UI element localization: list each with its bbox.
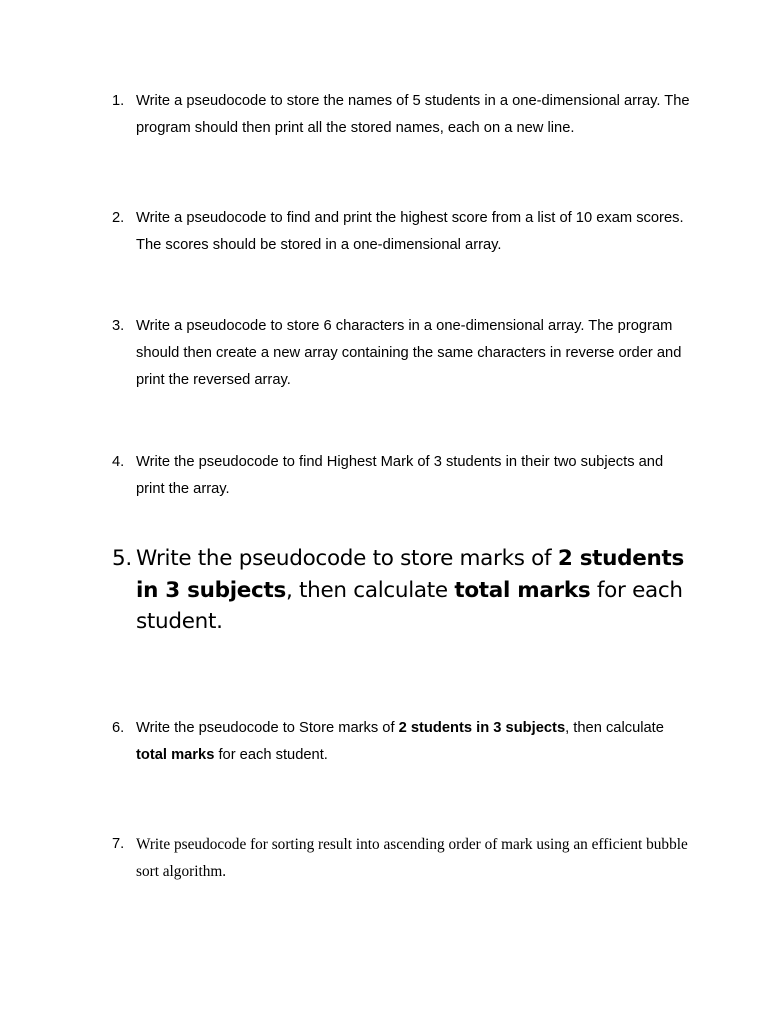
question-3 [112,313,692,394]
question-text: Write a pseudocode to store 6 characters in a one-dimensional array. The program should then create a new array containing the same characters in reverse order and print the reversed array. [136,318,682,388]
question-text-bold: 2 students in 3 subjects [398,720,566,736]
question-number: 3. [112,318,125,334]
question-text-part: , then calculate [565,720,664,736]
question-number: 4. [112,454,125,470]
question-text: Write the pseudocode to find Highest Mark of 3 students in their two subjects and print the array. [136,454,664,497]
question-number: 2. [112,210,125,226]
question-text-bold: total marks [454,577,591,603]
question-text [136,715,692,769]
question-2 [112,205,692,259]
question-text-bold: 2 students in 3 subjects [136,546,685,603]
question-number: 7. [112,836,125,852]
question-text-part: Write the pseudocode to Store marks of [136,720,399,736]
question-6 [112,715,692,769]
question-text [136,543,692,638]
question-text-part: , then calculate [285,577,455,603]
question-text-part: for each student. [136,577,683,634]
question-number: 5. [112,546,132,571]
question-number: 6. [112,720,125,736]
question-4 [112,449,692,503]
question-number: 1. [112,93,125,109]
question-text-part: Write the pseudocode to store marks of [136,546,558,571]
question-text: Write a pseudocode to store the names of 5 students in a one-dimensional array. The program should then print all the stored names, each on a new line. [136,93,690,136]
question-text: Write a pseudocode to find and print the highest score from a list of 10 exam scores. The scores should be stored in a one-dimensional array. [136,210,684,253]
question-text-part: for each student. [214,747,328,763]
question-1 [112,88,692,142]
question-text: Write pseudocode for sorting result into ascending order of mark using an efficient bubble sort algorithm. [136,836,688,880]
question-5 [112,543,692,638]
question-7 [112,831,692,885]
question-text-bold: total marks [136,747,215,763]
